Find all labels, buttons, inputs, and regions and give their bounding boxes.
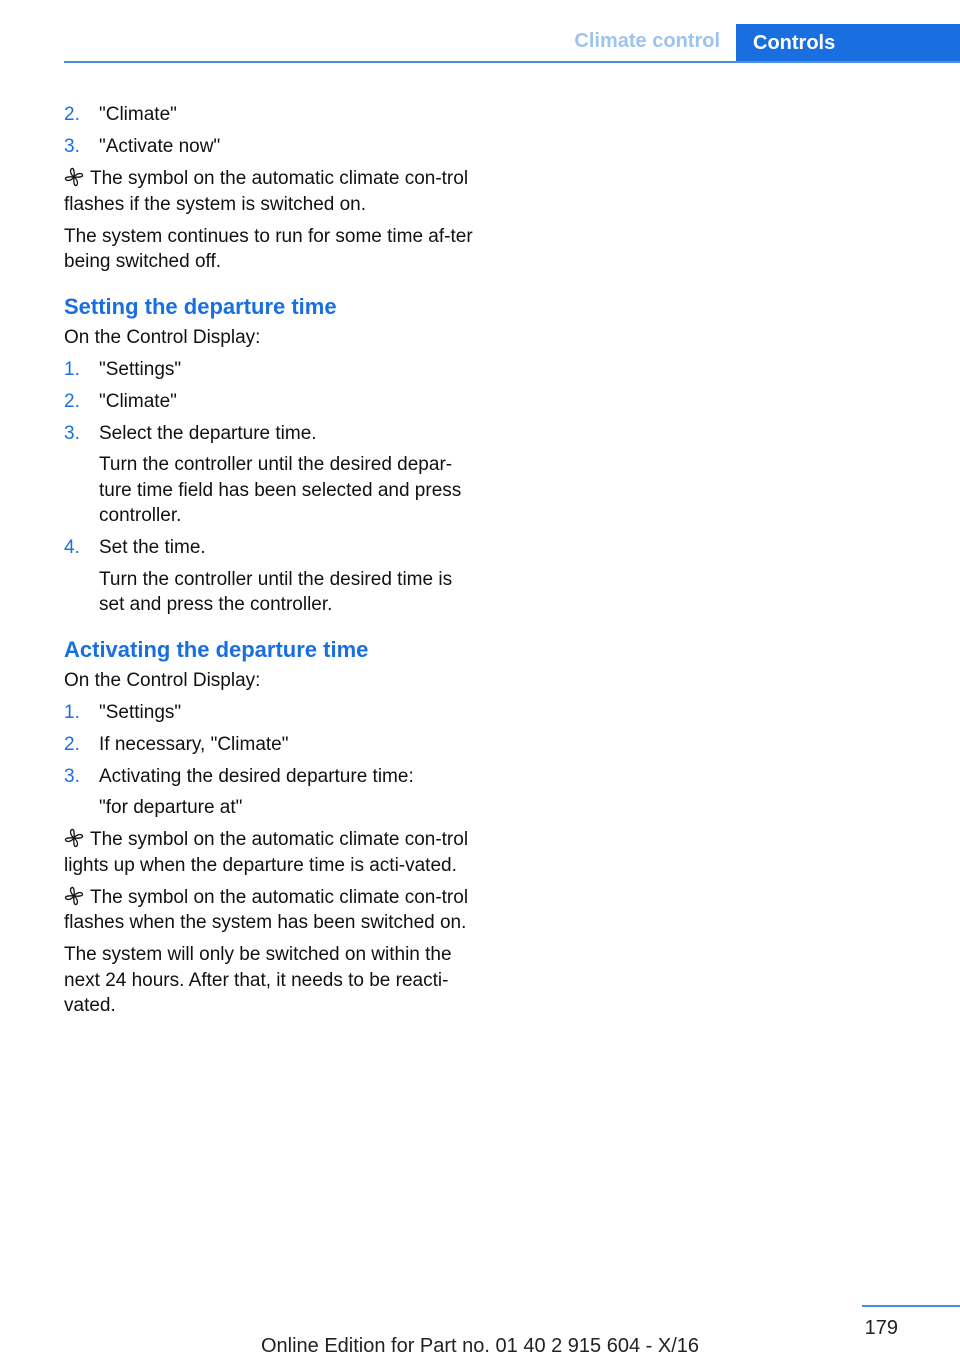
edition-footer: Online Edition for Part no. 01 40 2 915 604 - X/16 — [260, 1335, 700, 1357]
section-label: Climate control — [574, 30, 720, 52]
departure-steps — [64, 357, 480, 618]
step-detail: "for departure at" — [99, 797, 243, 818]
list-item — [64, 732, 480, 758]
list-item — [64, 700, 480, 726]
step-detail: Turn the controller until the desired depar-ture time field has been selected and press controller. — [99, 454, 462, 526]
step-text: "Settings" — [99, 701, 182, 723]
step-number: 2. — [64, 733, 80, 755]
list-item — [64, 102, 480, 128]
list-item — [64, 764, 480, 821]
step-number: 1. — [64, 701, 80, 723]
chapter-tab: Controls — [736, 24, 960, 62]
step-number: 3. — [64, 765, 80, 787]
section-intro: On the Control Display: — [64, 326, 261, 348]
symbol-note-text: The symbol on the automatic climate con-trol flashes when the system has been switched on. — [64, 886, 469, 933]
page-header — [0, 0, 960, 64]
symbol-note — [64, 827, 480, 878]
footer-rule — [862, 1305, 960, 1307]
step-number: 4. — [64, 537, 80, 558]
main-content — [64, 102, 480, 1025]
step-text: Select the departure time. — [99, 422, 317, 444]
step-number: 2. — [64, 104, 80, 125]
step-text: Activating the desired departure time: — [99, 765, 414, 787]
section-heading: Activating the departure time — [64, 636, 369, 662]
step-text: "Activate now" — [99, 136, 221, 157]
fan-icon — [64, 828, 84, 848]
page-number: 179 — [864, 1317, 898, 1339]
list-item — [64, 357, 480, 383]
symbol-note-text: The symbol on the automatic climate con-trol lights up when the departure time is acti-vated. — [64, 829, 469, 876]
header-rule — [64, 61, 960, 63]
step-text: "Climate" — [99, 104, 177, 125]
list-item — [64, 134, 480, 160]
list-item — [64, 389, 480, 415]
paragraph: The system continues to run for some time af-ter being switched off. — [64, 225, 473, 272]
list-continued — [64, 102, 480, 160]
fan-icon — [64, 886, 84, 906]
step-number: 3. — [64, 422, 80, 444]
activating-steps — [64, 700, 480, 821]
step-number: 2. — [64, 390, 80, 412]
fan-icon — [64, 167, 84, 187]
step-text: If necessary, "Climate" — [99, 733, 289, 755]
step-detail: Turn the controller until the desired time is set and press the controller. — [99, 568, 453, 615]
step-number: 3. — [64, 136, 80, 157]
section-intro: On the Control Display: — [64, 669, 261, 691]
step-text: "Settings" — [99, 358, 182, 380]
symbol-note-text: The symbol on the automatic climate con-trol flashes if the system is switched on. — [64, 168, 469, 215]
step-text: "Climate" — [99, 390, 177, 412]
symbol-note — [64, 885, 480, 936]
list-item — [64, 421, 480, 529]
section-heading: Setting the departure time — [64, 293, 337, 319]
list-item — [64, 535, 480, 618]
symbol-note — [64, 166, 480, 217]
paragraph: The system will only be switched on within the next 24 hours. After that, it needs to be reacti-vated. — [64, 944, 452, 1016]
step-text: Set the time. — [99, 537, 206, 558]
step-number: 1. — [64, 358, 80, 380]
